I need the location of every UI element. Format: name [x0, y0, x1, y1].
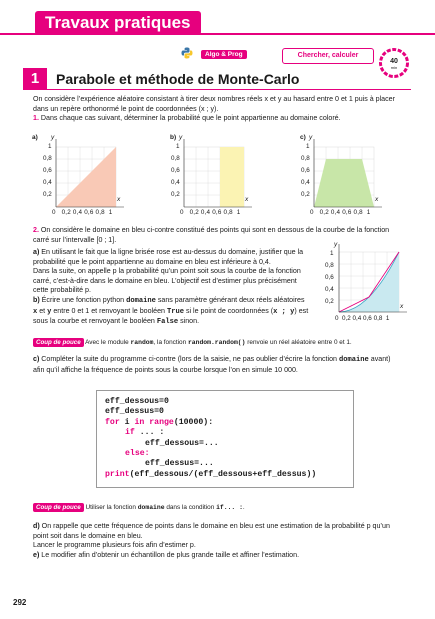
tick-a-y08: 0,8 [43, 155, 52, 162]
axis-p-x: x [400, 303, 404, 310]
tick-p-x02: 0,2 [342, 315, 351, 322]
tick-a-x02: 0,2 [61, 209, 71, 216]
ticks-c-x [310, 209, 370, 216]
tick-p-x1: 1 [385, 315, 390, 322]
question-d-e [33, 522, 418, 560]
q2b-text-2a: et [37, 306, 48, 315]
q2b-line-3 [33, 317, 323, 328]
clock-unit: min [390, 65, 398, 70]
qc-label: c) [33, 355, 40, 363]
axis-c-x: x [375, 196, 379, 203]
tick-c-x02: 0,2 [319, 209, 329, 216]
tick-p-y08: 0,8 [325, 262, 334, 269]
qd-label: d) [33, 522, 40, 530]
q2b-code-xy: x ; y [273, 307, 295, 316]
qe-label: e) [33, 550, 40, 559]
question-1 [33, 114, 413, 124]
tick-a-x1: 1 [108, 209, 113, 216]
q2a-line-5: cette probabilité p. [33, 286, 91, 295]
q2-line1-text: On considère le domaine en bleu ci-contre constitué des points qui sont en dessous de la courbe de la fonction [38, 226, 390, 234]
code-line-7: eff_dessus=... [145, 459, 214, 469]
q2-number: 2. [33, 226, 39, 234]
graph-a-label: a) [32, 134, 38, 141]
tick-c-x08: 0,8 [353, 209, 363, 216]
tick-a-x0: 0 [52, 209, 56, 216]
code-line-1: eff_dessous=0 [105, 397, 169, 406]
q2b-text-1a: Écrire une fonction python [39, 295, 127, 304]
qe-line-1 [33, 551, 418, 561]
q2-line-2: carré sur l’intervalle [0 ; 1]. [33, 235, 117, 244]
code-line-6 [105, 449, 353, 459]
q2a-line-3: Dans la suite, on appelle p la probabilité qu’un point soit sous la courbe de la fonction [33, 267, 301, 276]
tick-b-y1: 1 [176, 143, 180, 150]
tick-b-y04: 0,4 [171, 179, 180, 186]
coup2-code-domaine: domaine [137, 504, 165, 511]
tick-c-x06: 0,6 [342, 209, 352, 216]
intro-line-1: On considère l’expérience aléatoire consistant à tirer deux nombres réels x et y au hasard entre 0 et 1 puis à placer [33, 95, 395, 103]
python-icon [181, 47, 193, 59]
question-c [33, 355, 418, 375]
qd-line-2: point soit dans le domaine en bleu. [33, 531, 143, 540]
code-kw-range: range [144, 417, 174, 427]
tick-c-y1: 1 [306, 143, 310, 150]
q2b-code-false: False [156, 318, 179, 327]
code-kw-in: in [134, 417, 145, 427]
qc-text-1b: avant) [368, 355, 391, 363]
code-for-var: i [119, 417, 135, 427]
q2b-line-1 [33, 296, 323, 307]
tick-c-y02: 0,2 [301, 191, 310, 198]
axis-p-y: y [334, 241, 338, 248]
q2a-line-4: carré, c’est-à-dire dans le domaine en bleu. L’objectif est d’estimer plus précisément [33, 276, 297, 285]
graph-b-domain [220, 147, 244, 207]
clock-minutes: 40 [390, 58, 398, 65]
code-line-5: eff_dessous=... [145, 438, 219, 448]
graph-b [170, 134, 252, 207]
tick-a-x04: 0,4 [72, 209, 83, 216]
tick-c-x04: 0,4 [330, 209, 341, 216]
chercher-calculer-badge: Chercher, calculer [282, 48, 374, 64]
q2a-label: a) [33, 248, 40, 256]
code-kw-if: if [125, 428, 135, 438]
clock-icon [379, 48, 409, 78]
q2b-code-true: True [166, 307, 184, 316]
tick-c-y06: 0,6 [301, 167, 310, 174]
question-2-ab [33, 248, 323, 328]
tick-a-y1: 1 [48, 143, 52, 150]
q2b-code-x: x [33, 307, 38, 316]
q1-text: Dans chaque cas suivant, déterminer la probabilité que le point appartienne au domaine coloré. [38, 114, 341, 123]
coup-de-pouce-1 [33, 338, 413, 347]
tick-a-x06: 0,6 [84, 209, 94, 216]
q2a-line-1 [33, 248, 323, 258]
tick-b-x04: 0,4 [200, 209, 211, 216]
graph-c [300, 134, 382, 207]
tick-p-x04: 0,4 [352, 315, 362, 322]
code-line-2: eff_dessus=0 [105, 407, 164, 417]
axis-c-y: y [309, 134, 313, 141]
intro-paragraph [33, 95, 413, 124]
code-range-arg: (10000): [173, 417, 214, 427]
code-line-4 [105, 428, 353, 438]
coup1-code-random: random [130, 339, 154, 346]
tick-a-y02: 0,2 [43, 191, 52, 198]
coup1-code-random-random: random.random() [187, 339, 246, 346]
code-kw-else: else: [125, 449, 150, 459]
coup1-text-b: , la fonction [153, 339, 188, 346]
tick-b-x08: 0,8 [223, 209, 233, 216]
parabola-domain [339, 252, 399, 312]
tick-c-x0: 0 [310, 209, 314, 216]
graph-c-label: c) [300, 134, 306, 141]
tick-b-x1: 1 [236, 209, 241, 216]
coup1-text-a: Avec le module [83, 339, 131, 346]
tick-p-x06: 0,6 [363, 315, 372, 322]
axis-a-y: y [51, 134, 55, 141]
section-rule [23, 89, 411, 90]
tick-p-x08: 0,8 [373, 315, 383, 322]
qd-line-1 [33, 522, 418, 532]
qc-code-domaine: domaine [338, 356, 369, 364]
axis-b-x: x [245, 196, 249, 203]
coup2-text-b: dans la condition [164, 504, 217, 511]
qc-line-1 [33, 355, 418, 366]
tick-b-y02: 0,2 [171, 191, 180, 198]
axis-b-y: y [179, 134, 183, 141]
tick-p-y02: 0,2 [325, 298, 334, 305]
qd-line-3: Lancer le programme plusieurs fois afin d’estimer p. [33, 541, 196, 550]
tick-b-x06: 0,6 [212, 209, 222, 216]
tick-p-y1: 1 [330, 250, 334, 257]
q2b-text-2d: ) est [294, 306, 309, 315]
tick-a-y06: 0,6 [43, 167, 52, 174]
tick-p-x0: 0 [335, 315, 339, 322]
tick-b-x0: 0 [180, 209, 184, 216]
q2b-code-domaine: domaine [126, 296, 156, 305]
tick-c-x1: 1 [366, 209, 371, 216]
tick-p-y06: 0,6 [325, 274, 334, 281]
qc-text-1a: Compléter la suite du programme ci-contre (lors de la saisie, ne pas oublier d’écrire la fonction [39, 355, 339, 363]
q2-line-1 [33, 226, 413, 236]
code-print-arg: (eff_dessous/(eff_dessous+eff_dessus)) [129, 469, 317, 479]
qc-line-2: afin qu’il affiche la fréquence de points sous la courbe lorsque l’on en simule 10 000. [33, 365, 298, 374]
coup2-code-if: if... : [216, 504, 243, 511]
q2b-text-3b: sinon. [178, 317, 200, 326]
q2a-text-1: En utilisant le fait que la ligne brisée rose est au-dessus du domaine, justifier que la [39, 248, 304, 256]
q2b-text-2c: si le point de coordonnées ( [183, 306, 274, 315]
page-title: Travaux pratiques [35, 11, 201, 35]
algo-prog-badge: Algo & Prog [201, 50, 247, 59]
q1-number: 1. [33, 114, 39, 123]
code-kw-for: for [105, 417, 120, 427]
coup2-text-a: Utiliser la fonction [83, 504, 138, 511]
tick-a-y04: 0,4 [43, 179, 52, 186]
coup-de-pouce-2 [33, 503, 413, 512]
q2b-text-1b: sans paramètre générant deux réels aléatoires [155, 295, 305, 304]
code-kw-print: print [105, 469, 130, 479]
q2b-line-2 [33, 307, 323, 318]
code-line-8 [105, 470, 353, 480]
qe-text-1: Le modifier afin d’obtenir un échantillon de plus grande taille et affiner l’estimation. [39, 550, 300, 559]
graph-c-domain [314, 159, 374, 207]
graph-a-domain [56, 147, 116, 207]
q2b-text-3a: sous la courbe et renvoyant le booléen [33, 317, 157, 326]
ticks-a-x [52, 209, 112, 216]
python-code-box [96, 390, 354, 488]
code-line-3 [105, 418, 353, 428]
tick-b-y08: 0,8 [171, 155, 180, 162]
section-title: Parabole et méthode de Monte-Carlo [56, 71, 300, 87]
axis-a-x: x [117, 196, 121, 203]
ticks-p-x [335, 315, 389, 322]
q2a-line-2: probabilité que le point appartienne au domaine en bleu est inférieure à 0,4. [33, 257, 271, 266]
code-if-cond: ... : [134, 428, 165, 438]
q2b-code-y: y [47, 307, 52, 316]
tick-b-x02: 0,2 [189, 209, 199, 216]
qd-text-1: On rappelle que cette fréquence de points dans le domaine en bleu est une estimation de la probabilité p qu’un [39, 522, 390, 530]
section-number: 1 [23, 68, 47, 90]
tick-c-y04: 0,4 [301, 179, 310, 186]
coup-de-pouce-1-badge: Coup de pouce [33, 338, 84, 347]
page-number: 292 [13, 598, 27, 607]
tick-p-y04: 0,4 [325, 286, 334, 293]
tick-a-x08: 0,8 [95, 209, 105, 216]
coup2-text-c: . [242, 504, 245, 511]
coup-de-pouce-2-badge: Coup de pouce [33, 503, 84, 512]
python-code [97, 391, 353, 480]
tick-b-y06: 0,6 [171, 167, 180, 174]
graph-b-label: b) [170, 134, 177, 141]
q2b-text-2b: entre 0 et 1 et renvoyant le booléen [51, 306, 167, 315]
intro-line-2: dans un repère orthonormé le point de coordonnées (x ; y). [33, 104, 219, 113]
coup1-text-c: renvoie un réel aléatoire entre 0 et 1. [245, 339, 352, 346]
tick-c-y08: 0,8 [301, 155, 310, 162]
q2b-label: b) [33, 295, 40, 304]
ticks-b-x [180, 209, 240, 216]
